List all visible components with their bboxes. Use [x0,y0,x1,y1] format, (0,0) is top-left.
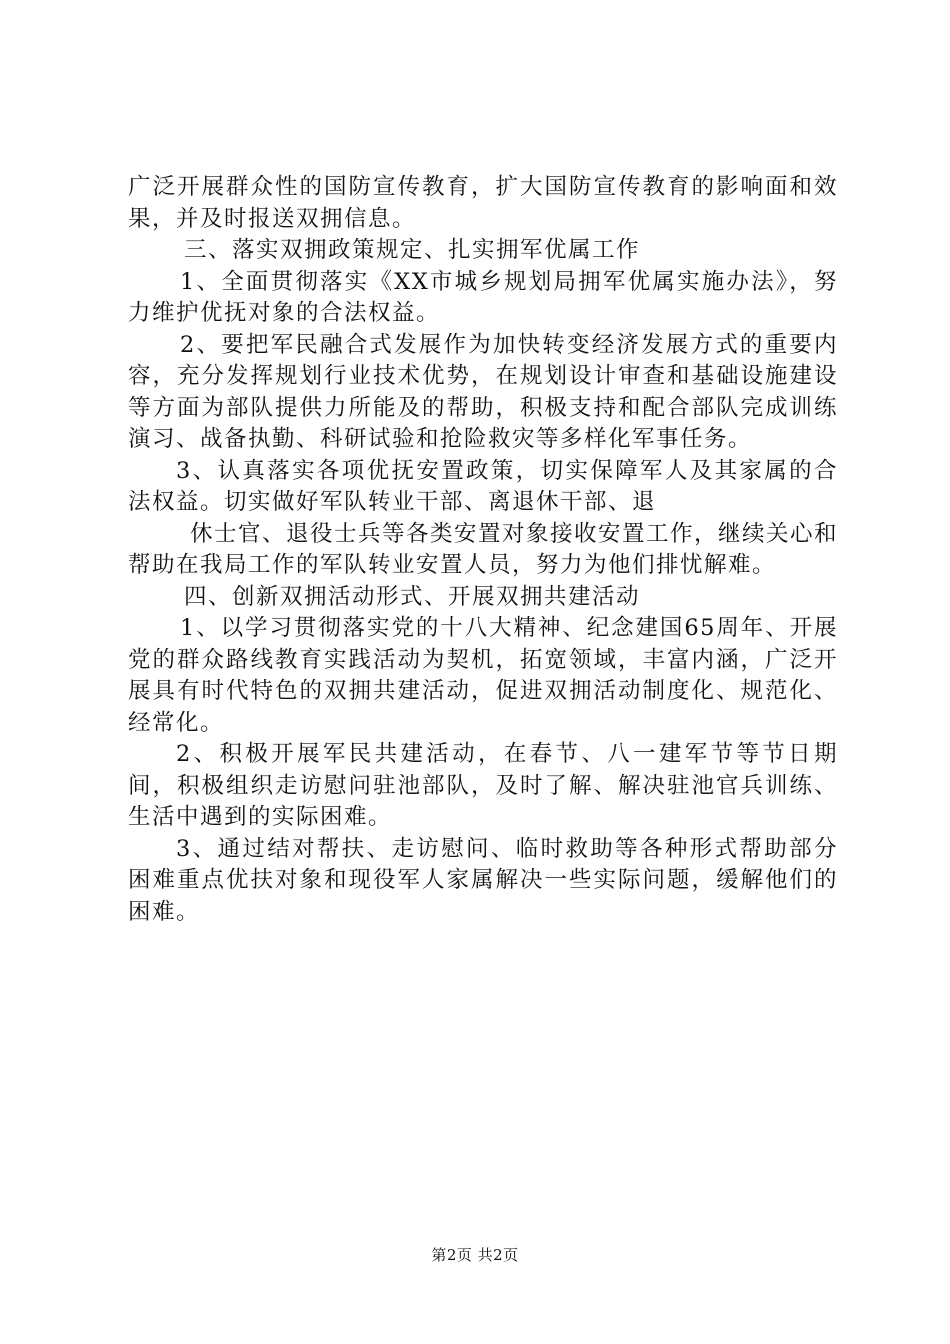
paragraph-item-4-3: 3、通过结对帮扶、走访慰问、临时救助等各种形式帮助部分困难重点优扶对象和现役军人家属解决一些实际问题，缓解他们的困难。 [128,835,838,925]
page-number-footer: 第2页 共2页 [431,1246,519,1264]
paragraph-item-3-1: 1、全面贯彻落实《XX市城乡规划局拥军优属实施办法》，努力维护优抚对象的合法权益。 [128,268,838,326]
section-heading-four: 四、创新双拥活动形式、开展双拥共建活动 [184,583,641,610]
paragraph-item-3-3: 3、认真落实各项优抚安置政策，切实保障军人及其家属的合法权益。切实做好军队转业干部、离退休干部、退 [128,457,838,515]
paragraph-item-3-3-continued: 休士官、退役士兵等各类安置对象接收安置工作，继续关心和帮助在我局工作的军队转业安置人员，努力为他们排忧解难。 [128,520,839,578]
paragraph-item-4-2: 2、积极开展军民共建活动，在春节、八一建军节等节日期间，积极组织走访慰问驻池部队，及时了解、解决驻池官兵训练、生活中遇到的实际困难。 [128,741,838,830]
document-body [128,172,838,928]
paragraph-intro: 广泛开展群众性的国防宣传教育，扩大国防宣传教育的影响面和效果，并及时报送双拥信息。 [128,174,838,232]
paragraph-item-4-1: 1、以学习贯彻落实党的十八大精神、纪念建国65周年、开展党的群众路线教育实践活动为契机，拓宽领域，丰富内涵，广泛开展具有时代特色的双拥共建活动，促进双拥活动制度化、规范化、经常化。 [128,615,838,736]
paragraph-item-3-2: 2、要把军民融合式发展作为加快转变经济发展方式的重要内容，充分发挥规划行业技术优势，在规划设计审查和基础设施建设等方面为部队提供力所能及的帮助，积极支持和配合部队完成训练演习、战备执勤、科研试验和抢险救灾等多样化军事任务。 [128,331,838,452]
section-heading-three: 三、落实双拥政策规定、扎实拥军优属工作 [184,237,641,263]
